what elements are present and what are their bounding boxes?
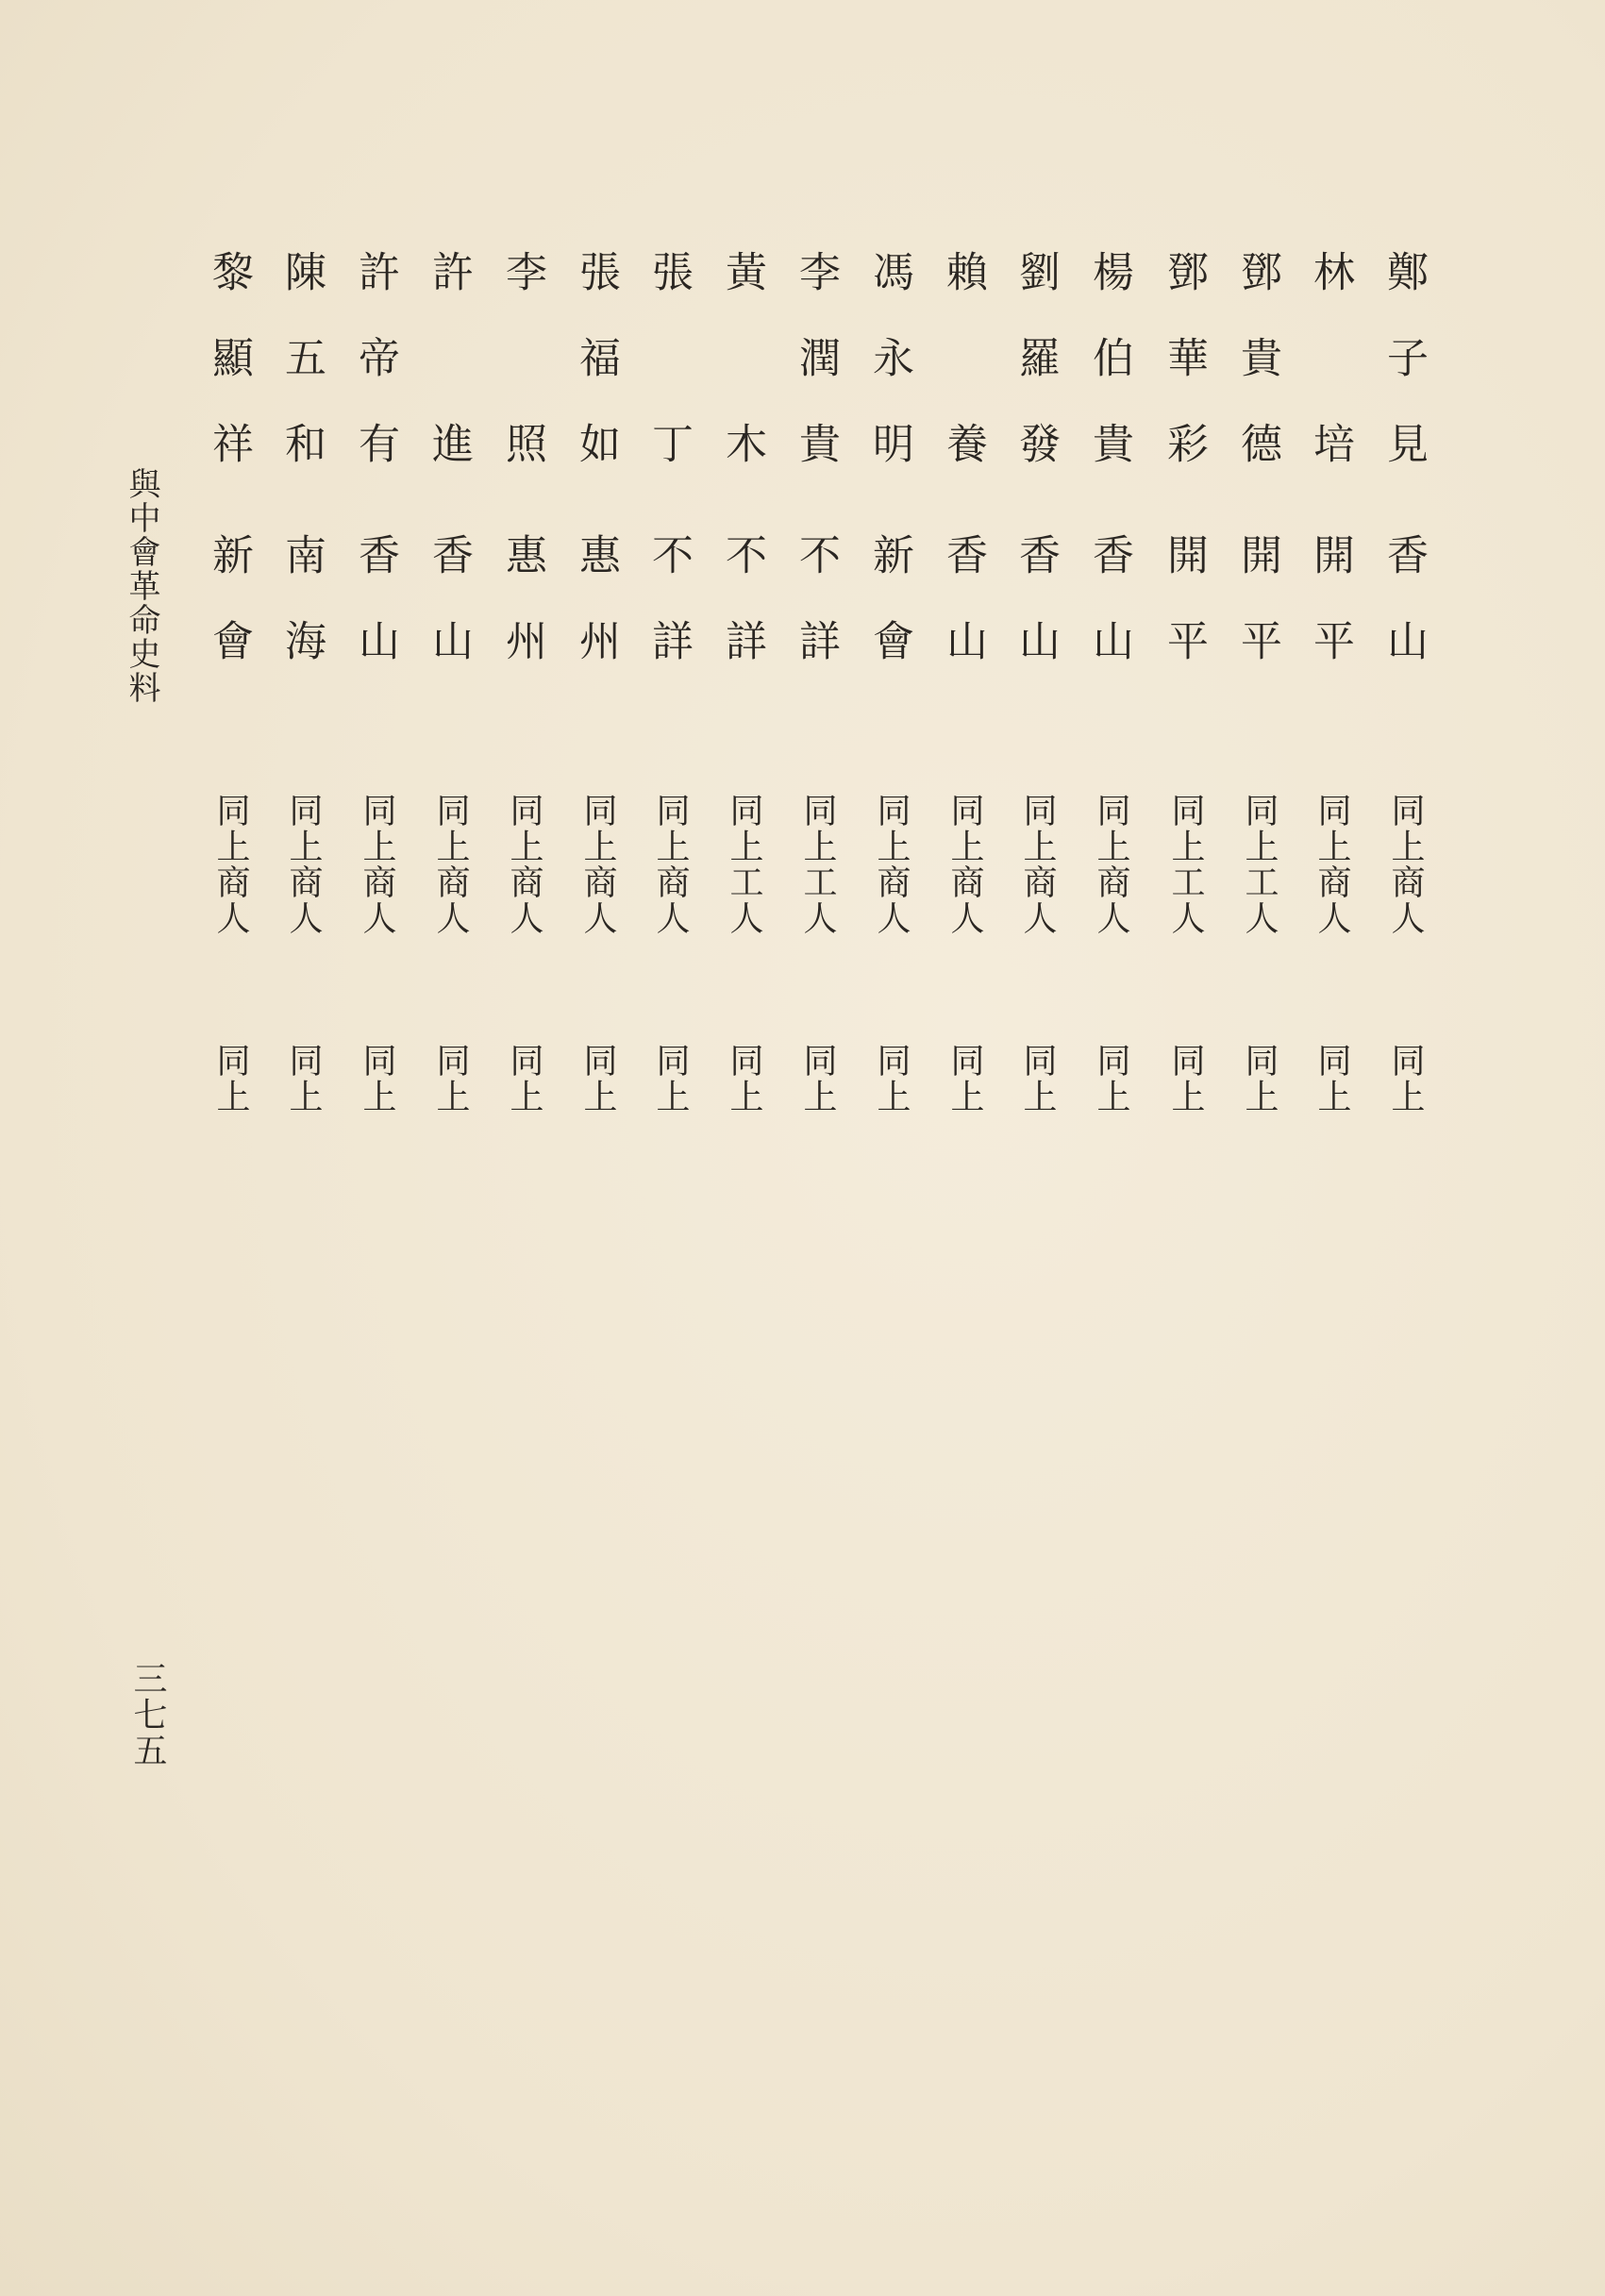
member-name: 鄧貴德 — [1233, 250, 1281, 508]
roster-entry — [849, 241, 925, 1147]
roster-entry — [189, 241, 264, 1147]
member-origin: 南海 — [277, 533, 326, 705]
member-name: 賴 養 — [939, 250, 987, 508]
member-occupation: 同上商人 — [284, 793, 323, 936]
member-occupation: 同上商人 — [1312, 793, 1351, 936]
member-origin: 不詳 — [718, 533, 766, 705]
roster-entry — [923, 241, 998, 1147]
member-occupation: 同上商人 — [1092, 793, 1130, 936]
member-origin: 香山 — [1085, 533, 1133, 705]
roster-entry — [1144, 241, 1219, 1147]
member-occupation: 同上商人 — [505, 793, 543, 936]
member-occupation: 同上商人 — [1018, 793, 1057, 936]
member-origin: 不詳 — [644, 533, 693, 705]
member-note: 同上 — [211, 1043, 250, 1114]
page-number: 三七五 — [128, 1661, 167, 1768]
member-note: 同上 — [358, 1043, 396, 1114]
member-origin: 開平 — [1306, 533, 1354, 705]
member-note: 同上 — [578, 1043, 617, 1114]
member-note: 同上 — [872, 1043, 911, 1114]
roster-entry — [261, 241, 337, 1147]
member-occupation: 同上商人 — [651, 793, 690, 936]
member-note: 同上 — [798, 1043, 837, 1114]
member-name: 李潤貴 — [792, 250, 840, 508]
roster-entry — [409, 241, 484, 1147]
roster-entry — [1069, 241, 1145, 1147]
member-name: 林 培 — [1306, 250, 1354, 508]
roster-entry — [1290, 241, 1365, 1147]
member-name: 張 丁 — [644, 250, 693, 508]
member-note: 同上 — [945, 1043, 984, 1114]
member-occupation: 同上商人 — [1386, 793, 1425, 936]
member-occupation: 同上商人 — [945, 793, 984, 936]
member-occupation: 同上工人 — [725, 793, 763, 936]
roster-entry — [556, 241, 631, 1147]
member-name: 馮永明 — [865, 250, 913, 508]
member-origin: 開平 — [1233, 533, 1281, 705]
member-occupation: 同上商人 — [211, 793, 250, 936]
member-note: 同上 — [725, 1043, 763, 1114]
member-origin: 香山 — [1379, 533, 1428, 705]
member-note: 同上 — [284, 1043, 323, 1114]
roster-entry — [776, 241, 851, 1147]
member-origin: 新會 — [205, 533, 253, 705]
roster-entry — [995, 241, 1071, 1147]
member-origin: 香山 — [1011, 533, 1060, 705]
member-name: 張福如 — [572, 250, 620, 508]
member-note: 同上 — [1092, 1043, 1130, 1114]
member-note: 同上 — [1018, 1043, 1057, 1114]
member-name: 許 進 — [425, 250, 473, 508]
member-origin: 惠州 — [498, 533, 546, 705]
member-name: 陳五和 — [277, 250, 326, 508]
member-origin: 惠州 — [572, 533, 620, 705]
member-note: 同上 — [505, 1043, 543, 1114]
member-name: 鄭子見 — [1379, 250, 1428, 508]
roster-entry — [482, 241, 558, 1147]
member-name: 許帝有 — [351, 250, 399, 508]
member-origin: 香山 — [939, 533, 987, 705]
member-note: 同上 — [1386, 1043, 1425, 1114]
roster-entry — [1363, 241, 1439, 1147]
member-name: 鄧華彩 — [1160, 250, 1208, 508]
member-name: 李 照 — [498, 250, 546, 508]
member-origin: 開平 — [1160, 533, 1208, 705]
member-note: 同上 — [651, 1043, 690, 1114]
roster-entry — [702, 241, 777, 1147]
member-origin: 新會 — [865, 533, 913, 705]
member-occupation: 同上商人 — [431, 793, 470, 936]
member-origin: 香山 — [351, 533, 399, 705]
roster-entry — [1217, 241, 1293, 1147]
member-name: 黃 木 — [718, 250, 766, 508]
roster-entry — [628, 241, 704, 1147]
member-origin: 香山 — [425, 533, 473, 705]
member-occupation: 同上商人 — [358, 793, 396, 936]
member-occupation: 同上工人 — [798, 793, 837, 936]
member-note: 同上 — [1240, 1043, 1279, 1114]
member-name: 黎顯祥 — [205, 250, 253, 508]
roster-entry — [335, 241, 410, 1147]
member-note: 同上 — [1166, 1043, 1205, 1114]
running-header: 與中會革命史料 — [123, 467, 160, 705]
member-occupation: 同上工人 — [1240, 793, 1279, 936]
member-name: 劉羅發 — [1011, 250, 1060, 508]
member-note: 同上 — [431, 1043, 470, 1114]
member-note: 同上 — [1312, 1043, 1351, 1114]
member-name: 楊伯貴 — [1085, 250, 1133, 508]
member-occupation: 同上工人 — [1166, 793, 1205, 936]
member-occupation: 同上商人 — [872, 793, 911, 936]
member-origin: 不詳 — [792, 533, 840, 705]
member-occupation: 同上商人 — [578, 793, 617, 936]
